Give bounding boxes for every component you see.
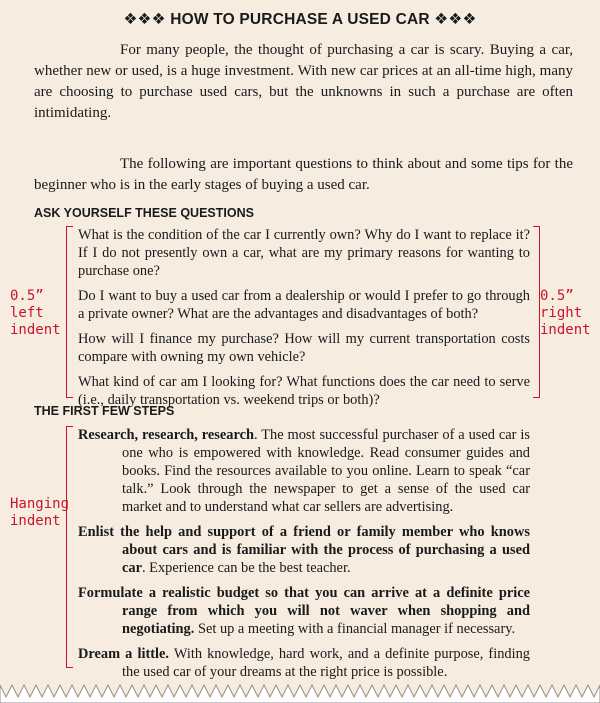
intro-paragraph-1: For many people, the thought of purchasing a car is scary. Buying a car, whether new or used, is a huge investment. With new car prices at an all-time high, many are choosing to purchase used cars, but the unknowns in such a purchase are often intimidating. xyxy=(34,42,573,121)
step-item: Dream a little. With knowledge, hard work, and a definite purpose, finding the used car of your dreams at the right price is possible. xyxy=(78,646,530,680)
question-item: What kind of car am I looking for? What functions does the car need to serve (i.e., daily transportation vs. weekend trips or both)? xyxy=(78,374,530,408)
step-item: Enlist the help and support of a friend or family member who knows about cars and is familiar with the process of purchasing a used car. Experience can be the best teacher. xyxy=(78,524,530,576)
question-item: How will I finance my purchase? How will my current transportation costs compare with owning my own vehicle? xyxy=(78,331,530,365)
question-item: What is the condition of the car I currently own? Why do I want to replace it? If I do not presently own a car, what are my primary reasons for wanting to purchase one? xyxy=(78,227,530,279)
question-item: Do I want to buy a used car from a dealership or would I prefer to go through a private owner? What are the advantages and disadvantages of both? xyxy=(78,288,530,322)
steps-list xyxy=(78,426,530,688)
hanging-indent-label: Hanging indent xyxy=(10,496,70,529)
intro-paragraph-2: The following are important questions to think about and some tips for the beginner who is in the early stages of buying a used car. xyxy=(34,156,573,193)
left-indent-bracket xyxy=(66,226,73,398)
section-heading-questions: ASK YOURSELF THESE QUESTIONS xyxy=(34,206,254,220)
questions-list xyxy=(78,226,530,416)
step-item: Research, research, research. The most successful purchaser of a used car is one who is empowered with knowledge. Read consumer guides and books. Find the resources available to you online. Learn to speak “car talk.” Look through the newspaper to get a sense of the used car market and to understand what car sellers are advertising. xyxy=(78,427,530,515)
torn-edge xyxy=(0,681,600,703)
section-heading-steps: THE FIRST FEW STEPS xyxy=(34,404,175,418)
right-indent-label: 0.5” right indent xyxy=(540,288,591,338)
right-indent-bracket xyxy=(533,226,540,398)
document-title: ❖❖❖ HOW TO PURCHASE A USED CAR ❖❖❖ xyxy=(123,11,477,28)
hanging-indent-bracket xyxy=(66,426,73,668)
left-indent-label: 0.5” left indent xyxy=(10,288,61,338)
step-item: Formulate a realistic budget so that you can arrive at a definite price range from which you will not waver when shopping and negotiating. Set up a meeting with a financial manager if necessary. xyxy=(78,585,530,637)
